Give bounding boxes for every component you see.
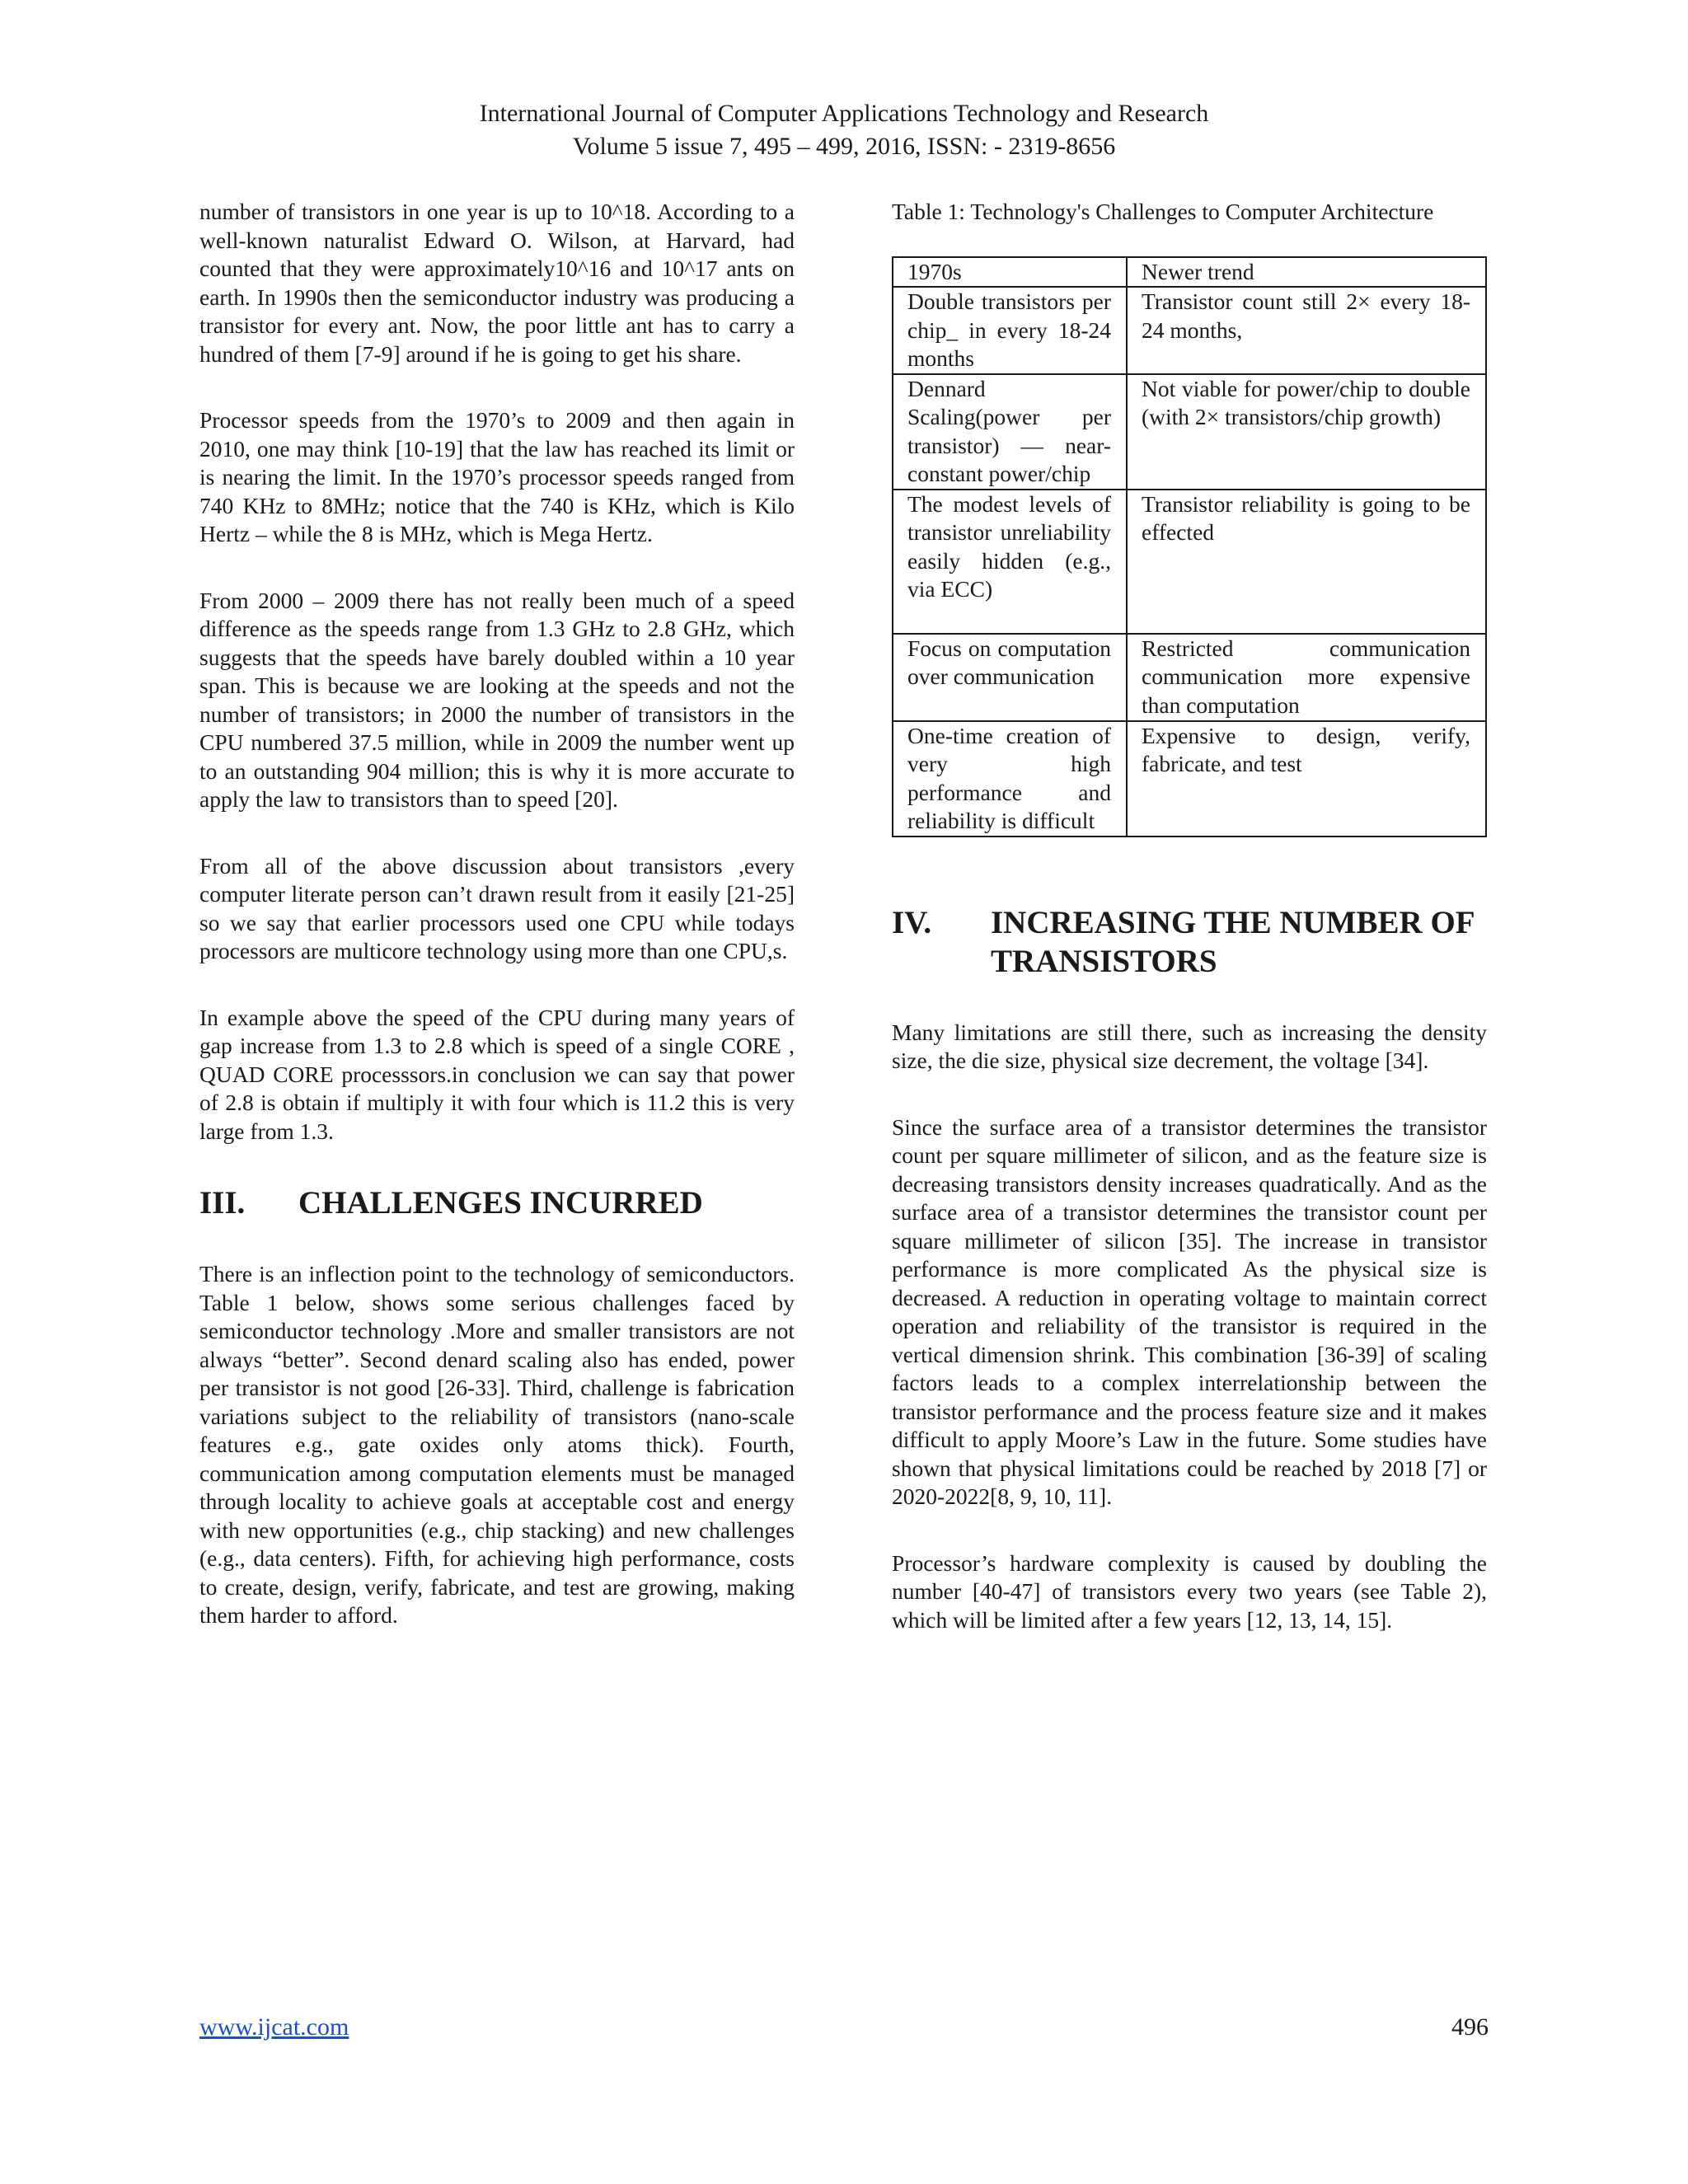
left-column — [199, 198, 795, 1668]
table-cell: Transistor reliability is going to be effected — [1127, 490, 1486, 634]
table-row — [893, 374, 1486, 490]
table-cell: The modest levels of transistor unreliability easily hidden (e.g., via ECC) — [893, 490, 1127, 634]
table-row — [893, 287, 1486, 374]
table-row — [893, 490, 1486, 634]
journal-title: International Journal of Computer Applications Technology and Research — [479, 100, 1209, 127]
table-cell: Dennard Scaling(power per transistor) — near-constant power/chip — [893, 374, 1127, 490]
table-cell: Not viable for power/chip to double (with 2× transistors/chip growth) — [1127, 374, 1486, 490]
section-number: III. — [199, 1185, 246, 1221]
table-caption: Table 1: Technology's Challenges to Computer Architecture — [892, 199, 1434, 224]
section-title: CHALLENGES INCURRED — [298, 1185, 703, 1221]
table-cell: Expensive to design, verify, fabricate, and test — [1127, 721, 1486, 837]
table-cell: Focus on computation over communication — [893, 634, 1127, 721]
paragraph: From all of the above discussion about transistors ,every computer literate person can’t drawn result from it easily [21-25] so we say that earlier processors used one CPU while todays processors are multicore technology using more than one CPU,s. — [199, 852, 795, 963]
table-header-row — [893, 257, 1486, 288]
table-row — [893, 634, 1486, 721]
table-row — [893, 721, 1486, 837]
paragraph: Since the surface area of a transistor determines the transistor count per square millimeter of silicon, and as the feature size is decreasing transistors density increases quadratically. And as the surface area of a transistor determines the transistor count per square millimeter of silicon [35]. The increase in transistor performance is more complicated As the physical size is decreased. A reduction in operating voltage to maintain correct operation and reliability of the transistor is required in the vertical dimension shrink. This combination [36-39] of scaling factors leads to a complex interrelationship between the transistor performance and the process feature size and it makes difficult to apply Moore’s Law in the future. Some studies have shown that physical limitations could be reached by 2018 [7] or 2020-2022[8, 9, 10, 11]. — [892, 1113, 1487, 1509]
section-heading-4 — [892, 903, 1487, 981]
table-cell: Transistor count still 2× every 18-24 months, — [1127, 287, 1486, 374]
journal-volume: Volume 5 issue 7, 495 – 499, 2016, ISSN: - 2319-8656 — [572, 133, 1116, 160]
right-column — [892, 198, 1487, 1672]
paragraph: From 2000 – 2009 there has not really been much of a speed difference as the speeds range from 1.3 GHz to 2.8 GHz, which suggests that the speeds have barely doubled within a 10 year span. This is because we are looking at the speeds and not the number of transistors; in 2000 the number of transistors in the CPU numbered 37.5 million, while in 2009 the number went up to an outstanding 904 million; this is why it is more accurate to apply the law to transistors than to speed [20]. — [199, 587, 795, 812]
paragraph: In example above the speed of the CPU during many years of gap increase from 1.3 to 2.8 which is speed of a single CORE , QUAD CORE processsors.in conclusion we can say that power of 2.8 is obtain if multiply it with four which is 11.2 this is very large from 1.3. — [199, 1004, 795, 1144]
paragraph: There is an inflection point to the technology of semiconductors. Table 1 below, shows some serious challenges faced by semiconductor technology .More and smaller transistors are not always “better”. Second denard scaling also has ended, power per transistor is not good [26-33]. Third, challenge is fabrication variations subject to the reliability of transistors (nano-scale features e.g., gate oxides only atoms thick). Fourth, communication among computation elements must be managed through locality to achieve goals at acceptable cost and energy with new opportunities (e.g., chip stacking) and new challenges (e.g., data centers). Fifth, for achieving high performance, costs to create, design, verify, fabricate, and test are growing, making them harder to afford. — [199, 1261, 795, 1628]
paragraph: number of transistors in one year is up to 10^18. According to a well-known naturalist Edward O. Wilson, at Harvard, had counted that they were approximately10^16 and 10^17 ants on earth. In 1990s then the semiconductor industry was producing a transistor for every ant. Now, the poor little ant has to carry a hundred of them [7-9] around if he is going to get his share. — [199, 199, 795, 367]
page-number: 496 — [1451, 2013, 1489, 2041]
table-header-cell: Newer trend — [1127, 257, 1486, 288]
section-title: INCREASING THE NUMBER OF TRANSISTORS — [991, 904, 1475, 979]
challenges-table — [892, 256, 1487, 837]
table-cell: Restricted communication communication more expensive than computation — [1127, 634, 1486, 721]
journal-website-link[interactable]: www.ijcat.com — [199, 2013, 349, 2041]
paragraph: Processor speeds from the 1970’s to 2009 and then again in 2010, one may think [10-19] that the law has reached its limit or is nearing the limit. In the 1970’s processor speeds ranged from 740 KHz to 8MHz; notice that the 740 is KHz, which is Kilo Hertz – while the 8 is MHz, which is Mega Hertz. — [199, 407, 795, 546]
table-cell: One-time creation of very high performance and reliability is difficult — [893, 721, 1127, 837]
section-heading-3 — [199, 1183, 795, 1222]
paragraph: Many limitations are still there, such as increasing the density size, the die size, physical size decrement, the voltage [34]. — [892, 1019, 1487, 1073]
section-number: IV. — [892, 904, 932, 940]
paragraph: Processor’s hardware complexity is caused by doubling the number [40-47] of transistors every two years (see Table 2), which will be limited after a few years [12, 13, 14, 15]. — [892, 1549, 1487, 1633]
table-cell: Double transistors per chip_ in every 18-24 months — [893, 287, 1127, 374]
table-header-cell: 1970s — [893, 257, 1127, 288]
journal-header — [0, 97, 1688, 163]
